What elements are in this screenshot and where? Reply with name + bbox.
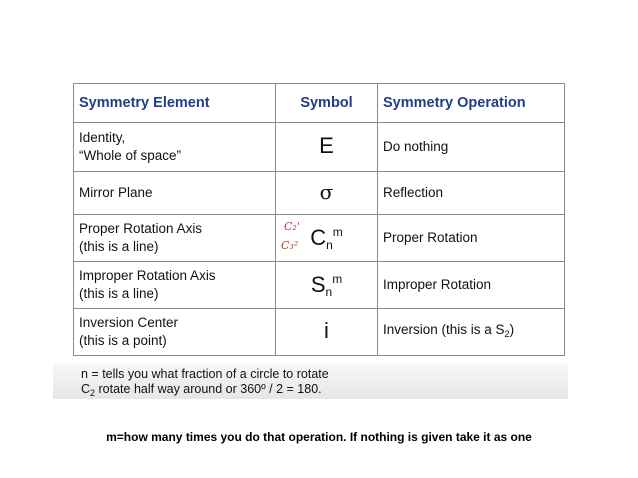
- header-operation: Symmetry Operation: [378, 84, 565, 123]
- symmetry-table: [73, 83, 565, 356]
- handwritten-annotation: C₂': [284, 220, 300, 233]
- note-line-2: [81, 382, 568, 401]
- operation-cell: Improper Rotation: [378, 262, 565, 309]
- element-name: Improper Rotation Axis: [79, 268, 216, 283]
- header-symbol: Symbol: [276, 84, 378, 123]
- note-symbol-subscript: 2: [90, 388, 96, 398]
- element-cell: [74, 215, 276, 262]
- symbol-base: C: [310, 224, 327, 250]
- element-name: Identity,: [79, 130, 126, 145]
- operation-subscript: 2: [504, 329, 510, 339]
- table-header-row: [74, 84, 565, 123]
- caption: m=how many times you do that operation. If nothing is given take it as one: [106, 430, 532, 444]
- symbol-cell: [276, 262, 378, 309]
- element-cell: [74, 123, 276, 172]
- notes-box: [53, 363, 568, 399]
- table-row: [74, 262, 565, 309]
- symbol-base: S: [310, 271, 326, 297]
- operation-text-end: ): [509, 322, 515, 337]
- element-note: (this is a point): [79, 333, 167, 348]
- symbol-inversion: i: [324, 317, 329, 343]
- symbol-sigma: σ: [319, 179, 334, 204]
- symbol-subscript: n: [325, 284, 333, 299]
- element-name: Mirror Plane: [79, 185, 153, 200]
- element-cell: [74, 262, 276, 309]
- symbol-cell: [276, 215, 378, 262]
- symbol-superscript: m: [332, 271, 343, 286]
- symbol-cell: [276, 309, 378, 356]
- note-line-1: n = tells you what fraction of a circle to rotate: [81, 367, 329, 381]
- symbol-proper-rotation: [310, 225, 343, 250]
- handwritten-annotation: C₃²: [281, 239, 299, 252]
- operation-cell: Do nothing: [378, 123, 565, 172]
- operation-cell: Reflection: [378, 172, 565, 215]
- symbol-cell: [276, 123, 378, 172]
- table-row: [74, 172, 565, 215]
- note-symbol: C: [81, 382, 91, 396]
- table-row: [74, 309, 565, 356]
- element-cell: [74, 172, 276, 215]
- symbol-superscript: m: [332, 224, 343, 239]
- symbol-improper-rotation: [311, 272, 342, 297]
- header-element: Symmetry Element: [74, 84, 276, 123]
- symbol-cell: [276, 172, 378, 215]
- element-note: “Whole of space”: [79, 148, 182, 163]
- table-row: [74, 123, 565, 172]
- symbol-subscript: n: [326, 237, 333, 252]
- element-name: Inversion Center: [79, 315, 179, 330]
- table-row: [74, 215, 565, 262]
- operation-cell: [378, 309, 565, 356]
- operation-text: Inversion (this is a S: [383, 322, 505, 337]
- operation-cell: Proper Rotation: [378, 215, 565, 262]
- element-note: (this is a line): [79, 239, 159, 254]
- element-cell: [74, 309, 276, 356]
- element-note: (this is a line): [79, 286, 159, 301]
- note-text: rotate half way around or 360º / 2 = 180.: [95, 382, 322, 396]
- element-name: Proper Rotation Axis: [79, 221, 203, 236]
- symbol-identity: E: [319, 132, 334, 158]
